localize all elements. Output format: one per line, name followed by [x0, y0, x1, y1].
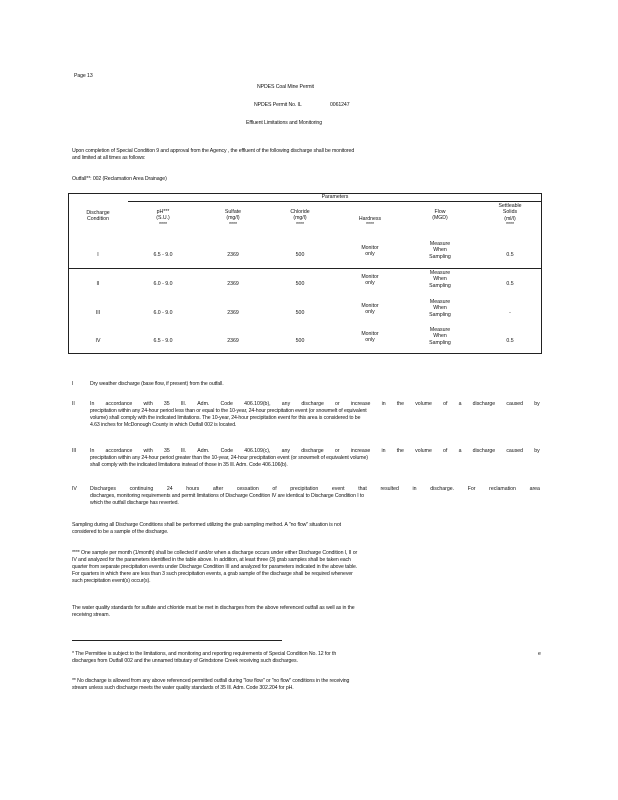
document-title: NPDES Coal Mine Permit — [257, 84, 314, 90]
row-4-chloride: 500 — [295, 338, 305, 344]
row-3-chloride: 500 — [295, 310, 305, 316]
row-1-flow: Measure When Sampling — [429, 241, 451, 260]
col-header-hardness: Hardness **** — [358, 216, 382, 229]
condition-4-line-2: discharges, monitoring requirements and permit limitations of Discharge Condition IV are identical to Discharge Condition I to — [90, 493, 365, 499]
row-1-settleable-solids: 0.5 — [506, 252, 514, 258]
row-4-settleable-solids: 0.5 — [506, 338, 514, 344]
condition-3-line-2: precipitation within any 24-hour period greater than the 10-year, 24-hour precipitation event (or snowmelt of equivalent volume) — [90, 455, 368, 461]
row-2-flow: Measure When Sampling — [429, 270, 451, 289]
intro-line-1: Upon completion of Special Condition 9 and approval from the Agency , the effluent of the following discharge shall be monitored — [72, 148, 355, 154]
col-header-condition: Discharge Condition — [86, 210, 110, 223]
condition-4-line-3: which the outfall discharge has reverted. — [90, 500, 179, 506]
page-number: Page 13 — [74, 73, 93, 79]
sampling-note-line-1: Sampling during all Discharge Conditions shall be performed utilizing the grab sampling method. A "no flow" situation is not — [72, 522, 341, 528]
frequency-note-line-2: IV and analyzed for the parameters identified in the table above. In addition, at least three (3) grab samples shall be taken each — [72, 557, 351, 563]
footnote-2-line-2: stream unless such discharge meets the water quality standards of 35 Ill. Adm. Code 302.204 for pH. — [72, 685, 294, 691]
condition-4-line-1: Discharges continuing 24 hours after cessation of precipitation event that resulted in discharge. For reclamation area — [90, 486, 540, 492]
water-quality-note-line-2: receiving stream. — [72, 612, 110, 618]
condition-4-number: IV — [72, 486, 77, 492]
row-1-condition: I — [97, 252, 99, 258]
col-header-flow: Flow (MGD) — [432, 209, 448, 222]
condition-2-line-1: In accordance with 35 Ill. Adm. Code 406.109(b), any discharge or increase in the volume of a discharge caused by — [90, 401, 540, 407]
condition-3-number: III — [72, 448, 77, 454]
footnote-separator — [72, 640, 282, 641]
row-4-hardness: Monitor only — [361, 331, 379, 344]
frequency-note-line-3: quarter from separate precipitation events under Discharge Condition III and analyzed for parameters indicated in the above table. — [72, 564, 358, 570]
row-2-chloride: 500 — [295, 281, 305, 287]
frequency-note-line-4: For quarters in which there are less than 3 such precipitation events, a grab sample of the discharge shall be required whenever — [72, 571, 353, 577]
col-header-chloride: Chloride (mg/l) **** — [290, 209, 310, 228]
col-header-ph: pH*** (S.U.) **** — [156, 209, 170, 228]
row-1-ph: 6.5 - 9.0 — [153, 252, 173, 258]
footnote-1-line-1: * The Permittee is subject to the limitations, and monitoring and reporting requirements of Special Condition No. 12 for th — [72, 651, 337, 657]
condition-2-line-3: volume) shall comply with the indicated limitations. The 10-year, 24-hour precipitation event for this area is considered to be — [90, 415, 361, 421]
col-header-settleable-solids: Settleable Solids (ml/l) **** — [498, 203, 522, 229]
parameters-group-header: Parameters — [321, 194, 349, 200]
water-quality-note-line-1: The water quality standards for sulfate and chloride must be met in discharges from the above referenced outfall as well as in the — [72, 605, 355, 611]
row-4-sulfate: 2369 — [227, 338, 239, 344]
document-subtitle: Effluent Limitations and Monitoring — [246, 120, 322, 126]
footnote-1-trailing-char: e — [538, 651, 541, 657]
row-4-condition: IV — [95, 338, 101, 344]
condition-2-line-2: precipitation within any 24-hour period less than or equal to the 10-year, 24-hour precipitation event (or snowmelt of equivalent — [90, 408, 367, 414]
row-2-settleable-solids: 0.5 — [506, 281, 514, 287]
condition-3-line-3: shall comply with the indicated limitations instead of those in 35 Ill. Adm. Code 406.106(b). — [90, 462, 288, 468]
intro-line-2: and limited at all times as follows: — [72, 155, 146, 161]
condition-1-text: Dry weather discharge (base flow, if present) from the outfall. — [90, 381, 224, 387]
col-header-sulfate: Sulfate (mg/l) **** — [224, 209, 242, 228]
outfall-label: Outfall**: 002 (Reclamation Area Drainage) — [72, 176, 167, 182]
row-1-hardness: Monitor only — [361, 245, 379, 258]
row-4-ph: 6.5 - 9.0 — [153, 338, 173, 344]
row-2-sulfate: 2369 — [227, 281, 239, 287]
permit-number: 0061247 — [330, 102, 350, 108]
footnote-1-line-2: discharges from Outfall 002 and the unnamed tributary of Grindstone Creek receiving such discharges. — [72, 658, 298, 664]
row-3-ph: 6.0 - 9.0 — [153, 310, 173, 316]
row-3-sulfate: 2369 — [227, 310, 239, 316]
condition-3-line-1: In accordance with 35 Ill. Adm. Code 406.109(c), any discharge or increase in the volume of a discharge caused by — [90, 448, 540, 454]
permit-label: NPDES Permit No. IL — [254, 102, 302, 108]
row-1-chloride: 500 — [295, 252, 305, 258]
row-2-hardness: Monitor only — [361, 274, 379, 287]
row-1-sulfate: 2369 — [227, 252, 239, 258]
row-4-flow: Measure When Sampling — [429, 327, 451, 346]
condition-2-line-4: 4.63 inches for McDonough County in which Outfall 002 is located. — [90, 422, 237, 428]
condition-2-number: II — [72, 401, 75, 407]
row-2-ph: 6.0 - 9.0 — [153, 281, 173, 287]
row-3-settleable-solids: - — [509, 310, 511, 316]
footnote-2-line-1: ** No discharge is allowed from any above referenced permitted outfall during "low flow" or "no flow" conditions in the receiving — [72, 678, 350, 684]
row-3-flow: Measure When Sampling — [429, 299, 451, 318]
sampling-note-line-2: considered to be a sample of the discharge. — [72, 529, 169, 535]
row-3-hardness: Monitor only — [361, 303, 379, 316]
row-2-condition: II — [96, 281, 100, 287]
condition-1-number: I — [72, 381, 74, 387]
frequency-note-line-5: such precipitation event(s) occur(s). — [72, 578, 151, 584]
row-3-condition: III — [95, 310, 101, 316]
frequency-note-line-1: **** One sample per month (1/month) shall be collected if and/or when a discharge occurs under either Discharge Condition I, II or — [72, 550, 358, 556]
